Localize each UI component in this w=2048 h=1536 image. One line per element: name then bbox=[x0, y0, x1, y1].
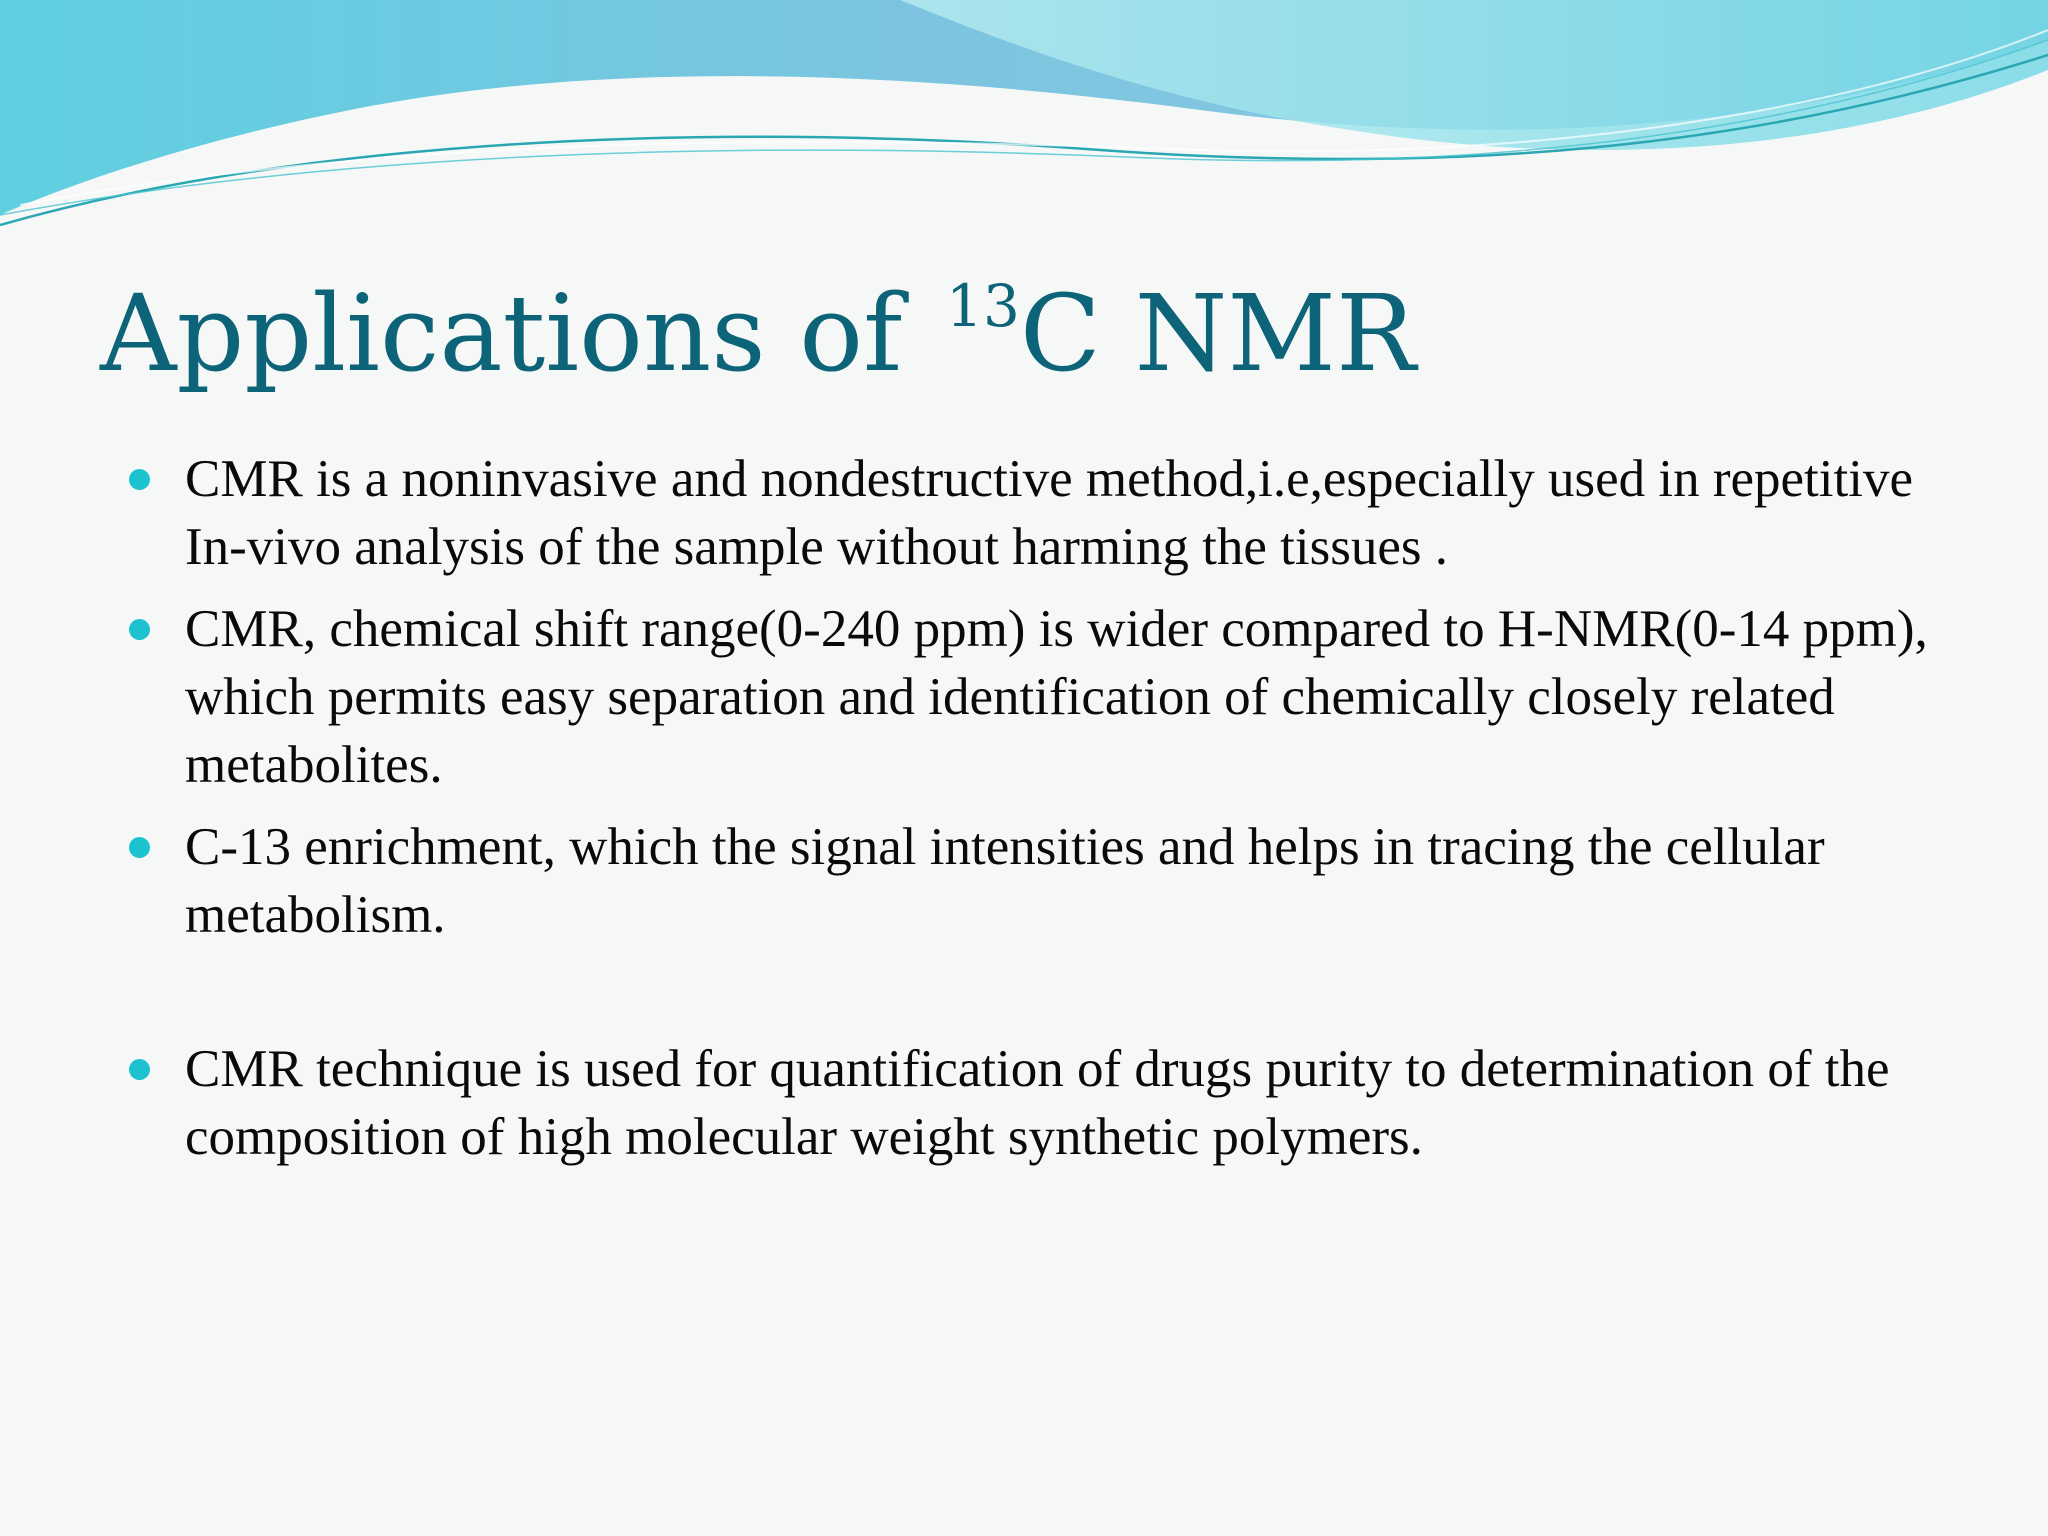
bullet-text: C-13 enrichment, which the signal intensities and helps in tracing the cellular metabolism. bbox=[185, 818, 1825, 944]
title-suffix: C NMR bbox=[1019, 272, 1416, 395]
title-text: Applications of bbox=[100, 272, 937, 395]
bullet-list bbox=[0, 445, 2048, 1185]
header-wave-decoration bbox=[0, 0, 2048, 240]
bullet-text: CMR technique is used for quantification of drugs purity to determination of the composition of high molecular weight synthetic polymers. bbox=[185, 1040, 1890, 1166]
bullet-item bbox=[0, 445, 2048, 581]
bullet-text: CMR is a noninvasive and nondestructive method,i.e,especially used in repetitive In-vivo analysis of the sample without harming the tissues . bbox=[185, 450, 1913, 576]
bullet-dot-icon bbox=[129, 619, 150, 640]
bullet-item bbox=[0, 813, 2048, 949]
bullet-dot-icon bbox=[129, 1059, 150, 1080]
bullet-text: CMR, chemical shift range(0-240 ppm) is wider compared to H-NMR(0-14 ppm), which permits easy separation and identification of chemically closely related metabolites. bbox=[185, 600, 1928, 794]
bullet-item bbox=[0, 1035, 2048, 1171]
bullet-item bbox=[0, 595, 2048, 799]
slide-title bbox=[100, 270, 1416, 397]
bullet-dot-icon bbox=[129, 469, 150, 490]
bullet-dot-icon bbox=[129, 837, 150, 858]
title-superscript: 13 bbox=[946, 272, 1020, 340]
